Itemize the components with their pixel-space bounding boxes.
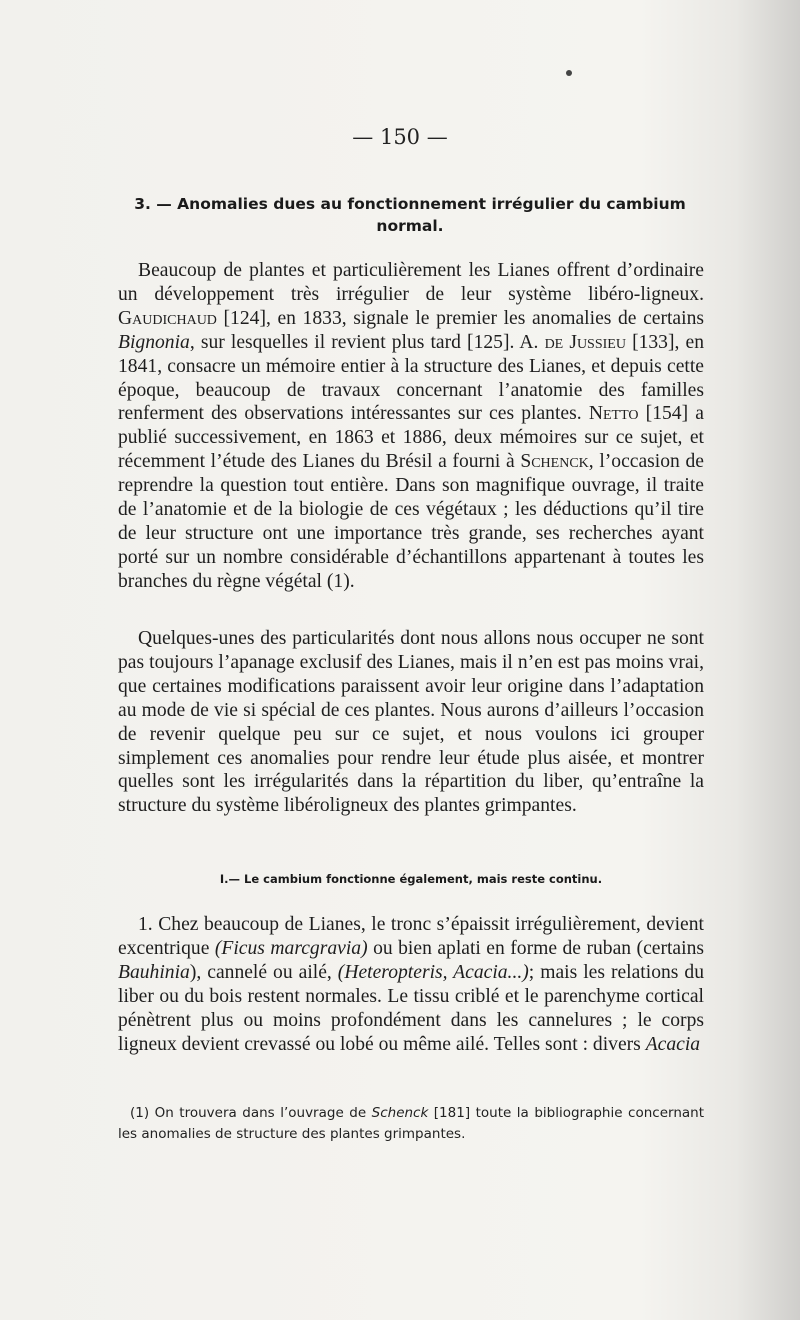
author-jussieu: de Jussieu <box>544 331 626 353</box>
paragraph-3: 1. Chez beaucoup de Lianes, le tronc s’épaissit irrégulièrement, devient excentrique (Ficus marcgravia) ou bien aplati en forme de ruban (certains Bauhinia), cannelé ou ailé, (Heteropteris, Acacia...); mais les relations du liber ou du bois restent normales. Le tissu criblé et le parenchyme cortical pénètrent plus ou moins profondément dans les cannelures ; le corps ligneux devient crevassé ou lobé ou même ailé. Telles sont : divers Acacia <box>118 914 704 1055</box>
footnote-author: Schenck <box>371 1105 429 1121</box>
section-heading: 3. — Anomalies dues au fonctionnement irrégulier du cambium normal. <box>134 195 686 235</box>
taxon-heteropteris: (Heteropteris, Acacia...) <box>337 961 529 983</box>
footnote: (1) On trouvera dans l’ouvrage de Schenck [181] toute la bibliographie concernant les anomalies de structure des plantes grimpantes. <box>118 1105 705 1142</box>
author-netto: Netto <box>588 403 639 425</box>
taxon-ficus: (Ficus marcgravia) <box>214 937 368 959</box>
subsection-heading: I.— Le cambium fonctionne également, mais reste continu. <box>219 872 603 886</box>
author-gaudichaud: Gaudichaud <box>118 307 217 329</box>
ink-spot <box>566 70 572 76</box>
author-schenck: Schenck <box>520 451 589 473</box>
page-number: — 150 — <box>352 125 448 149</box>
taxon-acacia: Acacia <box>645 1033 701 1055</box>
genus-bignonia: Bignonia <box>118 331 190 353</box>
paragraph-2: Quelques-unes des particularités dont nous allons nous occuper ne sont pas toujours l’apanage exclusif des Lianes, mais il n’en est pas moins vrai, que certaines modifications paraissent avoir leur origine dans l’adaptation au mode de vie si spécial de ces plantes. Nous aurons d’ailleurs l’occasion de revenir quelque peu sur ce sujet, et nous voulons ici grouper simplement ces anomalies pour rendre leur étude plus aisée, et montrer quelles sont les irrégularités dans la répartition du liber, qu’entraîne la structure du système libéroligneux des plantes grimpantes. <box>118 628 704 817</box>
paragraph-1: Beaucoup de plantes et particulièrement les Lianes offrent d’ordinaire un développement très irrégulier de leur système libéro-ligneux. Gaudichaud [124], en 1833, signale le premier les anomalies de certains Bignonia, sur lesquelles il revient plus tard [125]. A. de Jussieu [133], en 1841, consacre un mémoire entier à la structure des Lianes, et depuis cette époque, beaucoup de travaux concernant l’anatomie des familles renferment des observations intéressantes sur ces plantes. Netto [154] a publié successivement, en 1863 et 1886, deux mémoires sur ce sujet, et récemment l’étude des Lianes du Brésil a fourni à Schenck, l’occasion de reprendre la question tout entière. Dans son magnifique ouvrage, il traite de l’anatomie et de la biologie de ces végétaux ; les déductions qu’il tire de leur structure ont une importance très grande, ses recherches ayant porté sur un nombre considérable d’échantillons appartenant à toutes les branches du règne végétal (1). <box>118 260 704 592</box>
taxon-bauhinia: Bauhinia <box>118 961 190 983</box>
